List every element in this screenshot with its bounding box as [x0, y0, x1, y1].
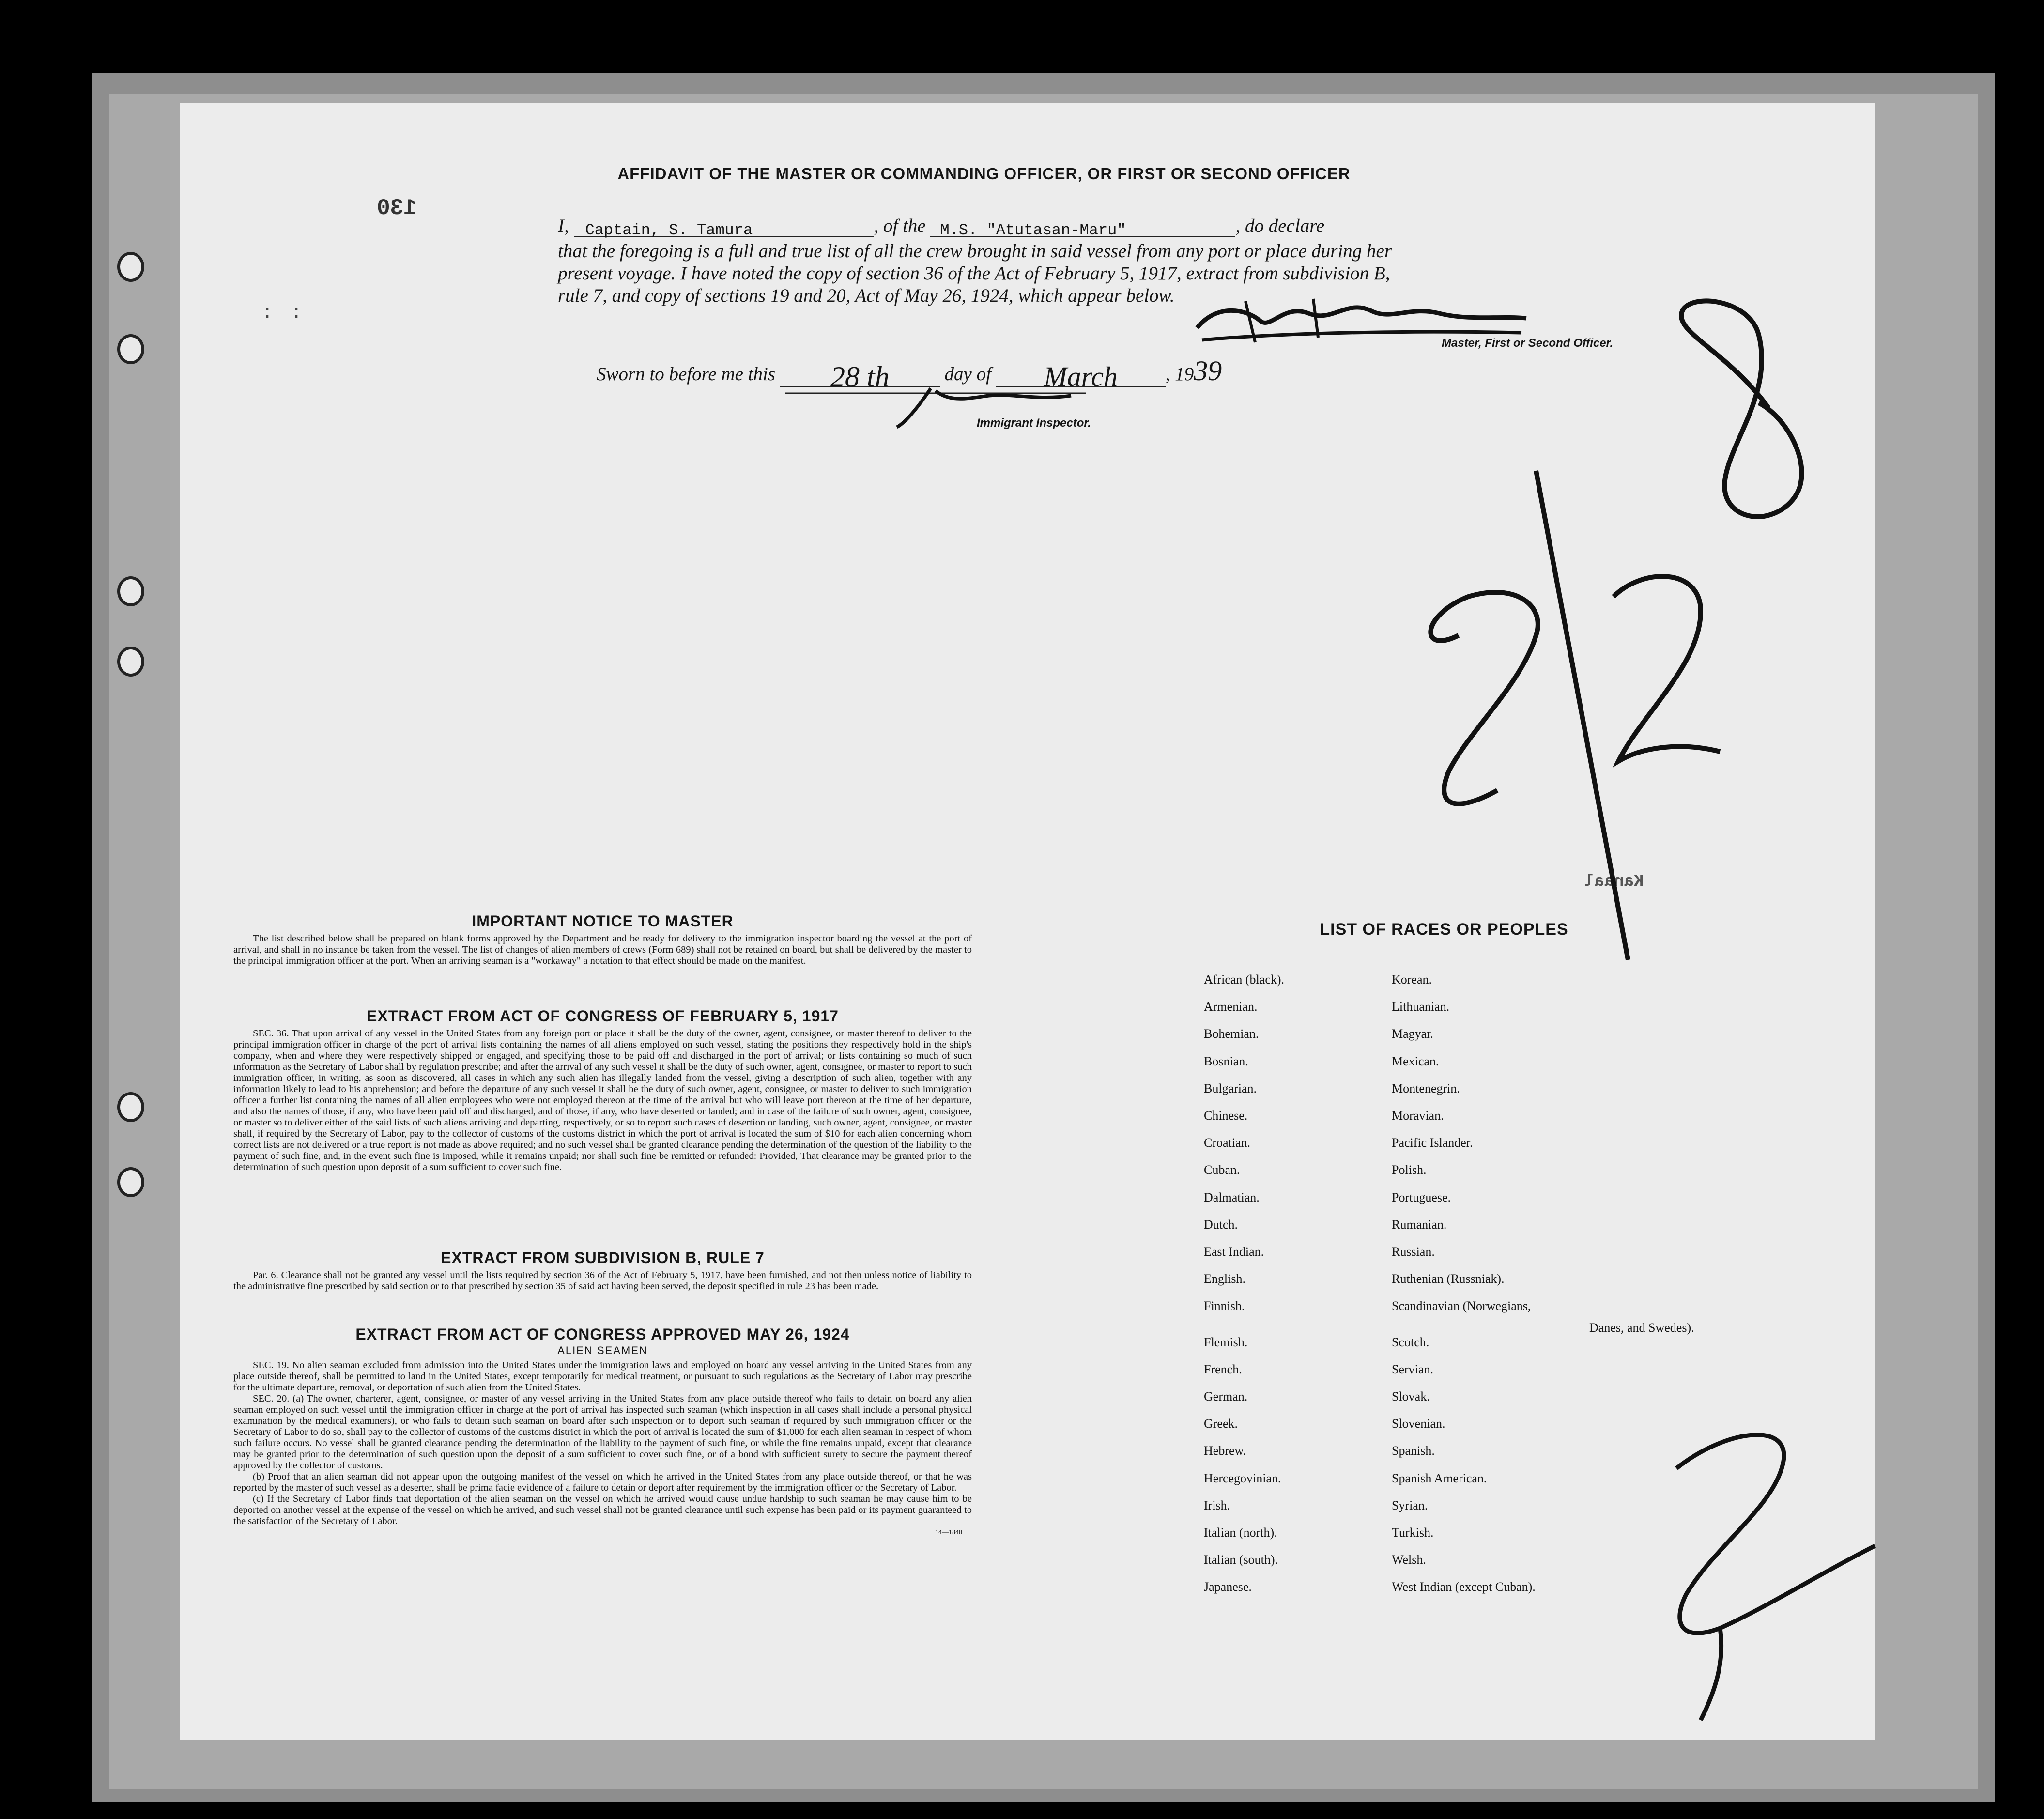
sworn-day: 28 th: [830, 361, 890, 393]
race-name: Russian.: [1392, 1245, 1435, 1259]
race-name: German.: [1204, 1389, 1248, 1403]
race-name: Cuban.: [1204, 1163, 1240, 1177]
race-name: Spanish.: [1392, 1444, 1435, 1458]
sworn-prefix: Sworn to before me this: [597, 364, 776, 385]
affidavit-title: AFFIDAVIT OF THE MASTER OR COMMANDING OFFICER, OR FIRST OR SECOND OFFICER: [617, 165, 1351, 183]
inspector-label: Immigrant Inspector.: [977, 416, 1091, 430]
extract-rule7-text: Par. 6. Clearance shall not be granted any vessel until the lists required by section 36 of the Act of February 5, 1917, have been furnished, and not then unless notice of liability to the administrative fine prescribed by said section or to that prescribed by section 35 of said act having been served, the deposit specified in rule 23 has been made.: [233, 1270, 972, 1292]
affidavit-line-2: that the foregoing is a full and true list of all the crew brought in said vessel from any port or place during her: [558, 241, 1392, 262]
binder-hole: [117, 1167, 144, 1197]
extract-1924-sec20c: (c) If the Secretary of Labor finds that deportation of the alien seaman on the vessel on which he arrived would cause undue hardship to such seaman he may cause him to be deported on another vessel at the expense of the vessel on which he arrived, and such vessel shall not be granted clearance until such expense has been paid or its payment guaranteed to the satisfaction of the Secretary of Labor.: [233, 1494, 972, 1526]
sworn-year: 39: [1194, 355, 1222, 386]
race-name: Syrian.: [1392, 1498, 1428, 1512]
extract-1924-sec20b: (b) Proof that an alien seaman did not appear upon the outgoing manifest of the vessel on which he arrived in the United States from any place outside thereof, or that he was reported by the master of such vessel as a deserter, shall be prima facie evidence of a failure to detain or deport after requirement by the immigration officer or the Secretary of Labor.: [233, 1471, 972, 1493]
race-name: African (black).: [1204, 972, 1285, 987]
extract-rule7-title: EXTRACT FROM SUBDIVISION B, RULE 7: [441, 1249, 765, 1266]
of-the-text: , of the: [874, 216, 926, 236]
extract-1917-text: SEC. 36. That upon arrival of any vessel in the United States from any foreign port or place it shall be the duty of the owner, agent, consignee, or master thereof to deliver to the principal immigration officer in charge of the port of arrival lists containing the names of all aliens employed on such vessel, stating the positions they respectively hold in the ship's company, when and where they were respectively shipped or engaged, and specifying those to be paid off and discharged in the port of arrival; or lists containing so much of such information as the Secretary of Labor shall by regulation prescribe; and after the arrival of any such vessel it shall be the duty of such owner, agent, consignee, or master to report to such immigration officer, in writing, as soon as discovered, all cases in which any such alien has illegally landed from the vessel, giving a description of such alien, together with any information likely to lead to his apprehension; and before the departure of any such vessel it shall be the duty of such owner, agent, consignee, or master to deliver to such immigration officer a further list containing the names of all alien employees who were not employed thereon at the time of the arrival but who will leave port thereon at the time of her departure, and also the names of those, if any, who have been paid off and discharged, and of those, if any, who have deserted or landed; and in case of the failure of such owner, agent, consignee, or master so to deliver either of the said lists of such aliens arriving and departing, respectively, or so to report such cases of desertion or landing, such owner, agent, consignee, or master shall, if required by the Secretary of Labor, pay to the collector of customs of the customs district in which the port of arrival is located the sum of $10 for each alien concerning whom correct lists are not delivered or a true report is not made as above required; and no such vessel shall be granted clearance pending the determination of the question of the liability to the payment of such fine, and, in the event such fine is imposed, while it remains unpaid; nor shall such fine be remitted or refunded: Provided, That clearance may be granted prior to the determination of such question upon deposit of a sum sufficient to cover such fine.: [233, 1028, 972, 1172]
tick-mark: : :: [261, 302, 306, 324]
race-name: Bulgarian.: [1204, 1081, 1257, 1095]
binder-hole: [117, 1092, 144, 1122]
year-prefix: , 19: [1165, 364, 1194, 385]
extract-1924-subtitle: ALIEN SEAMEN: [557, 1344, 648, 1357]
handwritten-lower-mark: [1643, 1410, 1885, 1730]
race-name: Bosnian.: [1204, 1054, 1248, 1068]
race-name: East Indian.: [1204, 1245, 1264, 1259]
race-name: Welsh.: [1392, 1553, 1426, 1567]
race-name: Croatian.: [1204, 1136, 1251, 1150]
affidavit-line-4: rule 7, and copy of sections 19 and 20, Act of May 26, 1924, which appear below.: [558, 285, 1175, 306]
race-name: Lithuanian.: [1392, 1000, 1450, 1014]
race-name: Moravian.: [1392, 1109, 1444, 1123]
binder-hole: [117, 576, 144, 606]
binder-hole: [117, 252, 144, 282]
binder-hole: [117, 647, 144, 677]
extract-1924-section: [233, 1326, 972, 1537]
races-title: LIST OF RACES OR PEOPLES: [1320, 920, 1568, 939]
declaration-prefix: I,: [558, 216, 569, 236]
extract-1924-sec20a: SEC. 20. (a) The owner, charterer, agent, consignee, or master of any vessel arriving in the United States from any place outside thereof who fails to detain on board any alien seaman employed on such vessel until the immigration officer in charge at the port of arrival has inspected such seaman (which inspection in all cases shall include a personal physical examination by the medical examiners), or who fails to detain such seaman on board after such inspection or to deport such seaman if required by such immigration officer or the Secretary of Labor to do so, shall pay to the collector of customs of the customs district in which the port of arrival is located the sum of $1,000 for each alien seaman in respect of whom such failure occurs. No vessel shall be granted clearance pending the determination of the liability to the payment of such fine, or while the fine remains unpaid, except that clearance may be granted prior to the determination of such question upon the deposit of a sum sufficient to cover such fine, or of a bond with sufficient surety to secure the payment thereof approved by the collector of customs.: [233, 1393, 972, 1471]
extract-rule7-section: [233, 1249, 972, 1292]
notice-title: IMPORTANT NOTICE TO MASTER: [472, 912, 734, 930]
notice-text: The list described below shall be prepared on blank forms approved by the Department and be ready for delivery to the immigration inspector boarding the vessel at the port of arrival, and shall in no instance be taken from the vessel. The list of changes of alien members of crews (Form 689) shall not be retained on board, but shall be delivered by the master to the principal immigration officer at the port. When an arriving seaman is a "workaway" a notation to that effect should be made on the manifest.: [233, 933, 972, 966]
binder-hole: [117, 334, 144, 364]
race-name: Italian (south).: [1204, 1553, 1278, 1567]
stamp-number: 130: [377, 196, 417, 221]
race-name: Hercegovinian.: [1204, 1471, 1281, 1485]
sworn-month: March: [1044, 361, 1118, 392]
race-name: Italian (north).: [1204, 1526, 1277, 1540]
master-name: Captain, S. Tamura: [585, 221, 753, 239]
race-name: English.: [1204, 1272, 1245, 1286]
master-name-blank: [574, 217, 874, 237]
race-name: Korean.: [1392, 972, 1432, 987]
race-name: Spanish American.: [1392, 1471, 1487, 1485]
race-name: Magyar.: [1392, 1027, 1433, 1041]
extract-1917-title: EXTRACT FROM ACT OF CONGRESS OF FEBRUARY 5, 1917: [367, 1007, 839, 1025]
vessel-name: M.S. "Atutasan-Maru": [940, 221, 1126, 239]
race-name: Turkish.: [1392, 1526, 1434, 1540]
race-name: Scotch.: [1392, 1335, 1429, 1349]
affidavit-declaration-line: [558, 215, 1324, 237]
race-name: Hebrew.: [1204, 1444, 1246, 1458]
race-name: Dutch.: [1204, 1217, 1238, 1232]
bleed-through-text: Kanaal: [1584, 873, 1644, 891]
race-name: Slovenian.: [1392, 1417, 1445, 1431]
race-name-continued: Danes, and Swedes).: [1589, 1321, 1694, 1335]
notice-section: [233, 912, 972, 967]
race-name: Chinese.: [1204, 1109, 1248, 1123]
race-name: Armenian.: [1204, 1000, 1258, 1014]
race-name: French.: [1204, 1362, 1242, 1376]
master-label: Master, First or Second Officer.: [1442, 337, 1614, 350]
race-name: Ruthenian (Russniak).: [1392, 1272, 1505, 1286]
race-name: Polish.: [1392, 1163, 1427, 1177]
extract-1924-sec19: SEC. 19. No alien seaman excluded from admission into the United States under the immigration laws and employed on board any vessel arriving in the United States from any place outside thereof, shall be permitted to land in the United States, except temporarily for medical treatment, or pursuant to such regulations as the Secretary of Labor may prescribe for the ultimate departure, removal, or deportation of such alien from the United States.: [233, 1360, 972, 1393]
race-name: West Indian (except Cuban).: [1392, 1580, 1536, 1594]
race-name: Irish.: [1204, 1498, 1230, 1512]
race-name: Servian.: [1392, 1362, 1433, 1376]
handwritten-number: [1391, 296, 1827, 984]
race-name: Rumanian.: [1392, 1217, 1447, 1232]
affidavit-line-3: present voyage. I have noted the copy of section 36 of the Act of February 5, 1917, extract from subdivision B,: [558, 263, 1390, 284]
race-name: Pacific Islander.: [1392, 1136, 1473, 1150]
race-name: Mexican.: [1392, 1054, 1439, 1068]
race-name: Japanese.: [1204, 1580, 1252, 1594]
extract-1917-section: [233, 1007, 972, 1173]
vessel-name-blank: [930, 217, 1235, 237]
race-name: Greek.: [1204, 1417, 1238, 1431]
race-name: Slovak.: [1392, 1389, 1430, 1403]
form-number: 14—1840: [935, 1529, 962, 1536]
race-name: Flemish.: [1204, 1335, 1248, 1349]
race-name: Finnish.: [1204, 1299, 1245, 1313]
handwritten-number-text: 3128: [1391, 296, 1392, 297]
race-name: Scandinavian (Norwegians,: [1392, 1299, 1531, 1313]
race-name: Bohemian.: [1204, 1027, 1259, 1041]
day-of-text: day of: [944, 364, 991, 385]
extract-1924-title: EXTRACT FROM ACT OF CONGRESS APPROVED MAY 26, 1924: [355, 1326, 850, 1343]
race-name: Dalmatian.: [1204, 1190, 1260, 1204]
do-declare-text: , do declare: [1235, 216, 1325, 236]
race-name: Montenegrin.: [1392, 1081, 1460, 1095]
race-name: Portuguese.: [1392, 1190, 1451, 1204]
affidavit-page: [180, 103, 1875, 1740]
